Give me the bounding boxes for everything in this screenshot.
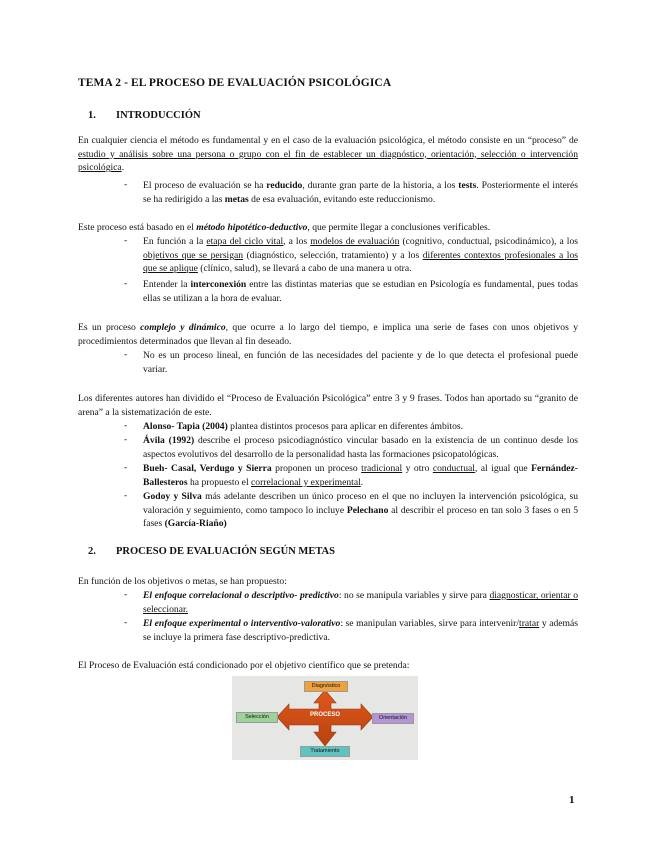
bullet-marker: - [124,349,128,360]
paragraph: Los diferentes autores han dividido el “Proceso de Evaluación Psicológica” entre 3 y 9 frases. Todos han aportado su “granito de arena” a la sistematización de este. [78,393,578,418]
diagram-label-orientacion: Orientación [372,713,414,724]
paragraph: El Proceso de Evaluación está condicionado por el objetivo científico que se pretenda: [78,660,410,671]
bullet-text: El proceso de evaluación se ha reducido, durante gran parte de la historia, a los tests. Posteriormente el interés se ha redirigido a las metas de esa evaluación, evitando este reduccionismo. [143,180,578,205]
bullet-text: No es un proceso lineal, en función de las necesidades del paciente y de lo que detecta el profesional puede variar. [143,350,578,375]
bullet-text: Alonso- Tapia (2004) plantea distintos procesos para aplicar en diferentes ámbitos. [143,421,463,432]
section-heading: INTRODUCCIÓN [116,110,201,121]
bullet-marker: - [124,179,128,190]
bullet-marker: - [124,589,128,600]
section-number: 2. [88,546,96,557]
bullet-marker: - [124,420,128,431]
bullet-text: Godoy y Silva más adelante describen un único proceso en el que no incluyen la intervención psicológica, su valoración y seguimiento, como tampoco lo incluye Pelechano al describir el proceso en tan solo 3 fases o en 5 fases (García-Riaño) [143,491,579,530]
diagram-label-tratamiento: Tratamiento [300,746,350,757]
page-number: 1 [569,794,575,806]
bullet-marker: - [124,235,128,246]
bullet-marker: - [124,278,128,289]
section-number: 1. [88,110,96,121]
document-title: TEMA 2 - EL PROCESO DE EVALUACIÓN PSICOLÓGICA [78,77,392,89]
section-heading: PROCESO DE EVALUACIÓN SEGÚN METAS [116,546,335,557]
bullet-marker: - [124,617,128,628]
four-way-arrow [277,690,373,746]
diagram-label-diagnostico: Diagnóstico [304,681,348,692]
bullet-text: Ávila (1992) describe el proceso psicodiagnóstico vincular basado en la existencia de un continuo desde los aspectos evolutivos del desarrollo de la personalidad hasta las formaciones psicopatológicas. [143,435,578,460]
paragraph: En función de los objetivos o metas, se han propuesto: [78,576,287,587]
paragraph: Es un proceso complejo y dinámico, que ocurre a lo largo del tiempo, e implica una serie de fases con unos objetivos y procedimientos determinados que llevan al fin deseado. [78,322,578,347]
diagram-center-label: PROCESO [309,712,340,718]
process-diagram [232,676,418,760]
bullet-text: El enfoque experimental o interventivo-valorativo: se manipulan variables, sirve para intervenir/tratar y además se incluye la primera fase descriptivo-predictiva. [143,618,578,643]
bullet-text: Bueh- Casal, Verdugo y Sierra proponen un proceso tradicional y otro conductual, al igual que Fernández-Ballesteros ha propuesto el correlacional y experimental. [143,463,578,488]
bullet-marker: - [124,434,128,445]
bullet-text: En función a la etapa del ciclo vital, a los modelos de evaluación (cognitivo, conductual, psicodinámico), a los objetivos que se persigan (diagnóstico, selección, tratamiento) y a los diferentes contextos profesionales a los que se aplique (clínico, salud), se llevará a cabo de una manera u otra. [143,236,578,275]
bullet-marker: - [124,490,128,501]
diagram-label-seleccion: Selección [236,712,278,723]
paragraph: Este proceso está basado en el método hipotético-deductivo, que permite llegar a conclusiones verificables. [78,222,491,233]
bullet-text: El enfoque correlacional o descriptivo- predictivo: no se manipula variables y sirve para diagnosticar, orientar o seleccionar. [143,590,578,615]
paragraph: En cualquier ciencia el método es fundamental y en el caso de la evaluación psicológica, el método consiste en un “proceso” de estudio y análisis sobre una persona o grupo con el fin de establecer un diagnóstico, orientación, selección o intervención psicológica. [78,135,578,174]
bullet-marker: - [124,462,128,473]
bullet-text: Entender la interconexión entre las distintas materias que se estudian en Psicología es fundamental, pues todas ellas se utilizan a la hora de evaluar. [143,279,578,304]
